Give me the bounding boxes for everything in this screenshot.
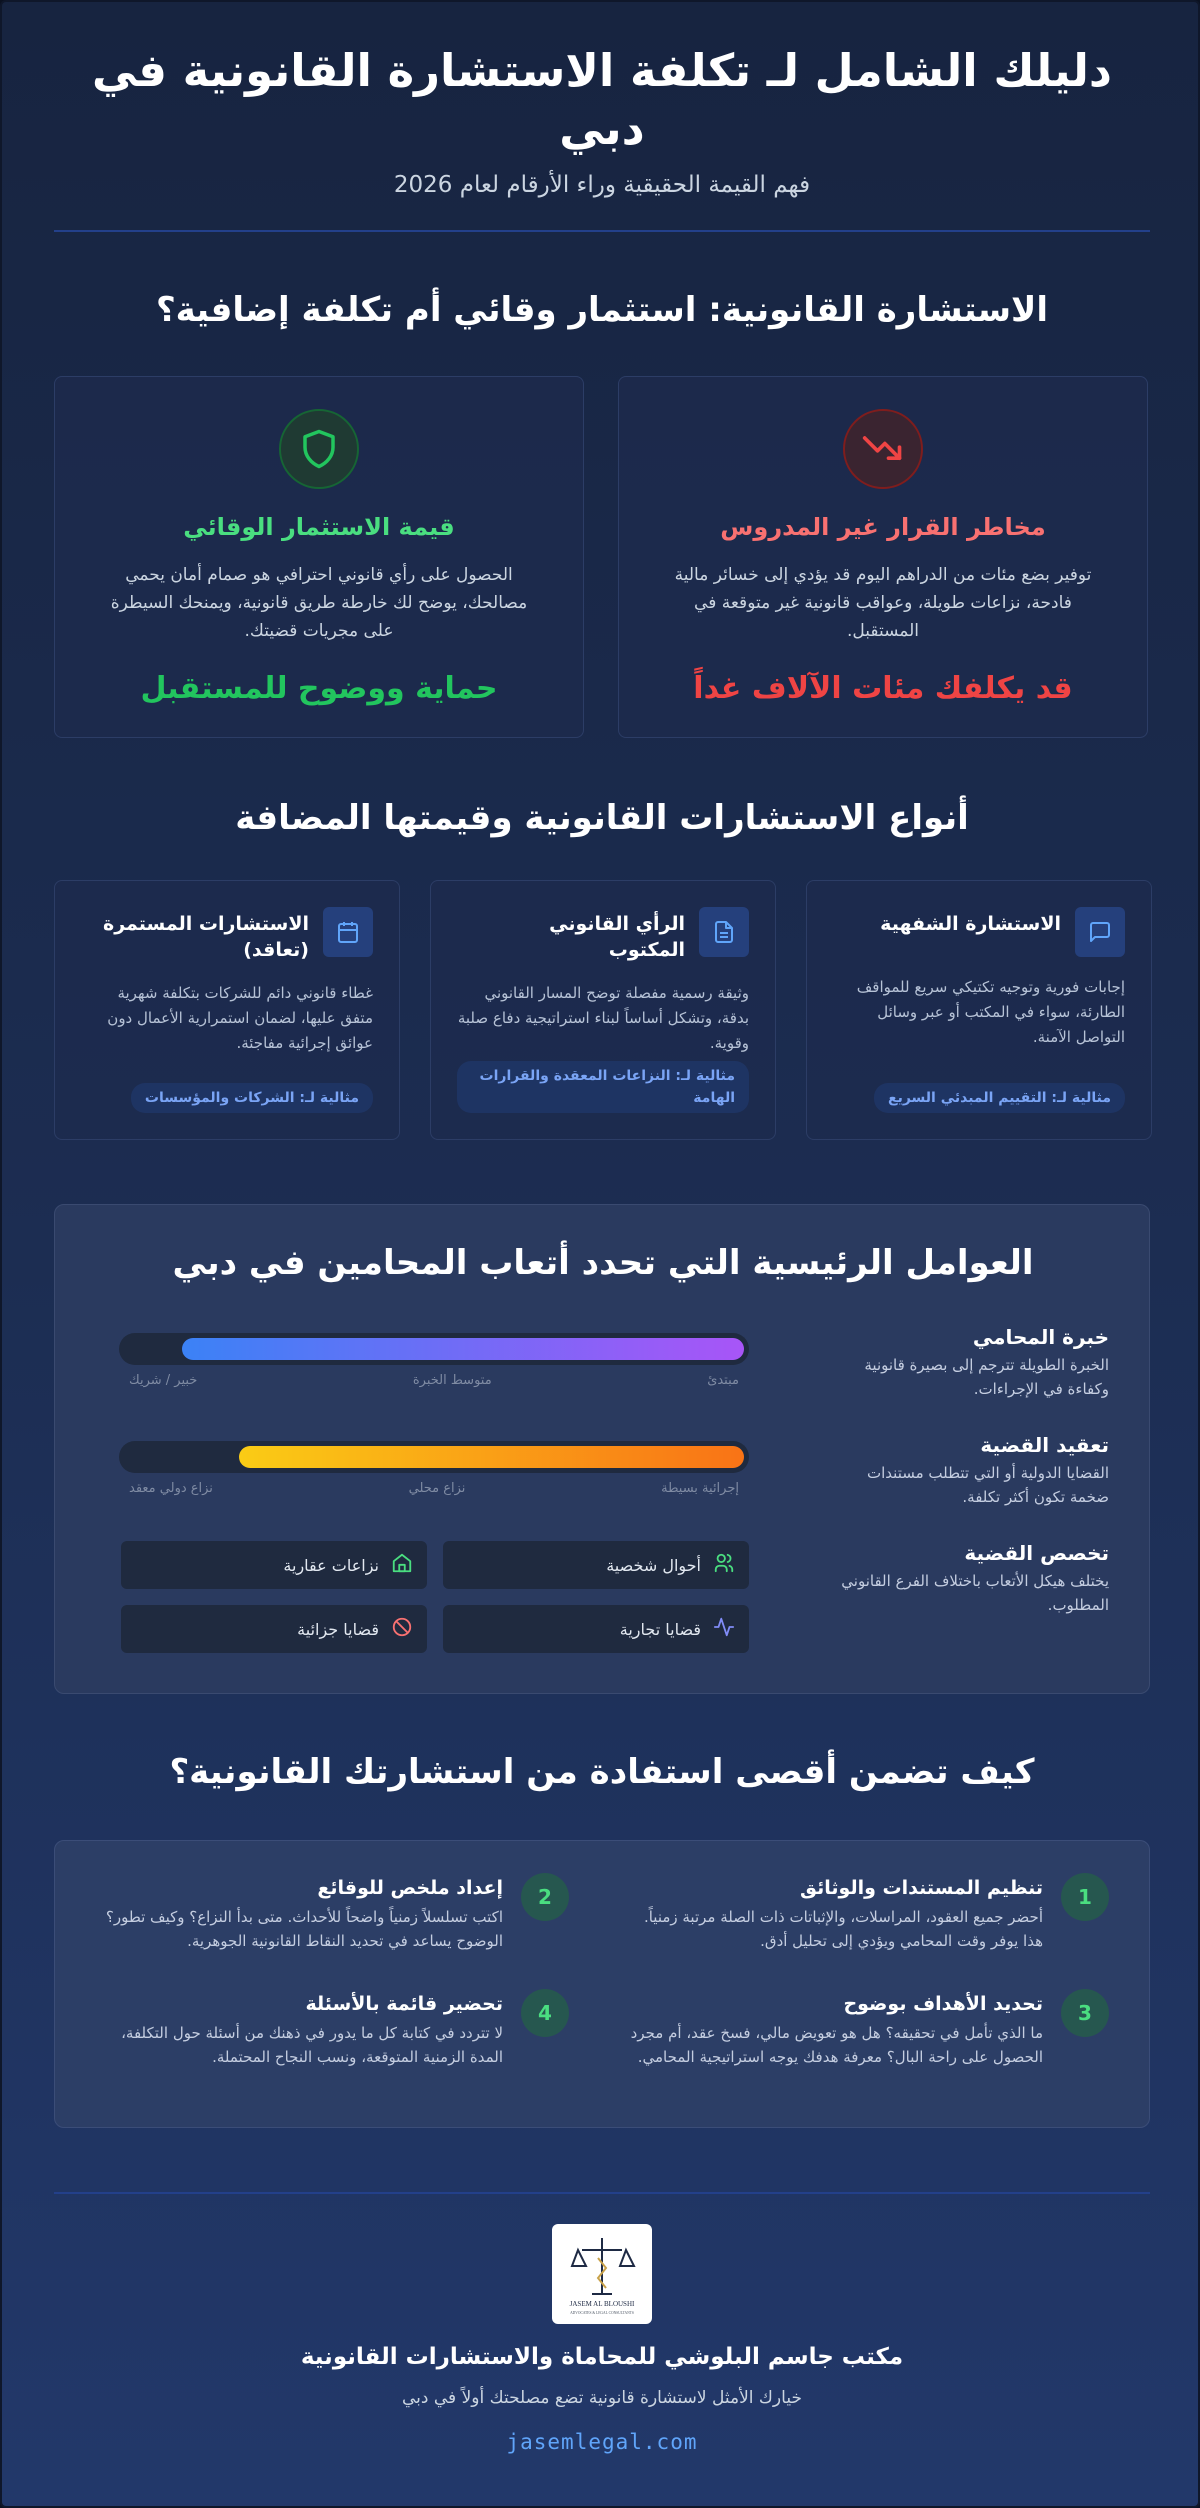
step-4	[89, 1989, 569, 2069]
type-card-title: الرأي القانوني المكتوب	[549, 913, 685, 961]
tick-label: إجرائية بسيطة	[661, 1481, 739, 1496]
type-card-title: الاستشارات المستمرة (تعاقد)	[103, 913, 309, 961]
chip-label: قضايا تجارية	[619, 1619, 701, 1639]
type-card-pill: مثالية لـ: النزاعات المعقدة والقرارات الهامة	[457, 1061, 749, 1113]
type-card-title: الاستشارة الشفهية	[880, 913, 1061, 935]
divider	[54, 2192, 1150, 2194]
firm-name: مكتب جاسم البلوشي للمحاماة والاستشارات القانونية	[300, 2344, 904, 2370]
trending-down-icon	[843, 409, 923, 489]
value-card	[54, 376, 584, 738]
complexity-bar-fill	[239, 1446, 744, 1468]
step-desc: لا تتردد في كتابة كل ما يدور في ذهنك من أسئلة حول التكلفة، المدة الزمنية المتوقعة، ونسب النجاح المحتملة.	[121, 2024, 503, 2066]
step-1	[629, 1873, 1109, 1953]
page-title: دليلك الشامل لـ تكلفة الاستشارة القانونية في دبي	[91, 44, 1113, 155]
complexity-ticks	[129, 1481, 739, 1496]
chip-commercial	[443, 1605, 749, 1653]
type-card-oral	[806, 880, 1152, 1140]
ban-icon	[391, 1616, 413, 1642]
chip-label: نزاعات عقارية	[283, 1555, 379, 1575]
users-icon	[713, 1552, 735, 1578]
step-desc: اكتب تسلسلاً زمنياً واضحاً للأحداث. متى بدأ النزاع؟ وكيف تطور؟ الوضوح يساعد في تحديد النقاط القانونية الجوهرية.	[105, 1908, 503, 1950]
step-title: تنظيم المستندات والوثائق	[800, 1877, 1043, 1899]
section-types-title: أنواع الاستشارات القانونية وقيمتها المضافة	[235, 798, 969, 838]
type-card-retainer	[54, 880, 400, 1140]
type-card-desc: وثيقة رسمية مفصلة توضح المسار القانوني بدقة، وتشكل أساساً لبناء استراتيجية دفاع صلبة وقوية.	[457, 984, 749, 1052]
complexity-bar	[119, 1441, 749, 1473]
step-title: تحضير قائمة بالأسئلة	[305, 1993, 503, 2015]
type-card-desc: غطاء قانوني دائم للشركات بتكلفة شهرية متفق عليها، لضمان استمرارية الأعمال دون عوائق إجرائية مفاجئة.	[107, 984, 373, 1052]
step-title: تحديد الأهداف بوضوح	[843, 1993, 1043, 2015]
type-card-pill: مثالية لـ: الشركات والمؤسسات	[131, 1083, 373, 1113]
firm-website-link[interactable]: jasemlegal.com	[506, 2430, 698, 2454]
document-icon	[699, 907, 749, 957]
page-subtitle: فهم القيمة الحقيقية وراء الأرقام لعام 2026	[393, 172, 811, 198]
step-number: 1	[1061, 1873, 1109, 1921]
svg-text:JASEM AL BLOUSHI: JASEM AL BLOUSHI	[569, 2300, 635, 2308]
factor-title: تعقيد القضية	[980, 1433, 1109, 1457]
chip-label: أحوال شخصية	[606, 1555, 701, 1575]
tips-panel	[54, 1840, 1150, 2128]
section-factors-title: العوامل الرئيسية التي تحدد أتعاب المحامين في دبي	[172, 1243, 1034, 1283]
factor-specialty	[839, 1541, 1109, 1617]
value-desc: الحصول على رأي قانوني احترافي هو صمام أمان يحمي مصالحك، يوضح لك خارطة طريق قانونية، ويمنحك السيطرة على مجريات قضيتك.	[110, 565, 528, 641]
experience-bar	[119, 1333, 749, 1365]
value-title: قيمة الاستثمار الوقائي	[183, 513, 455, 541]
step-number: 3	[1061, 1989, 1109, 2037]
section-tips-title: كيف تضمن أقصى استفادة من استشارتك القانونية؟	[169, 1752, 1035, 1792]
tick-label: نزاع محلي	[408, 1481, 466, 1496]
type-card-desc: إجابات فورية وتوجيه تكتيكي سريع للمواقف الطارئة، سواء في المكتب أو عبر وسائل التواصل الآمنة.	[856, 978, 1125, 1046]
type-card-pill: مثالية لـ: التقييم المبدئي السريع	[874, 1083, 1125, 1113]
risk-title: مخاطر القرار غير المدروس	[720, 513, 1046, 541]
factor-complexity	[839, 1433, 1109, 1509]
header	[52, 42, 1152, 198]
chip-criminal	[121, 1605, 427, 1653]
tick-label: خبير / شريك	[129, 1373, 198, 1388]
tick-label: نزاع دولي معقد	[129, 1481, 213, 1496]
step-3	[629, 1989, 1109, 2069]
factor-desc: يختلف هيكل الأتعاب باختلاف الفرع القانوني المطلوب.	[841, 1572, 1109, 1614]
calendar-icon	[323, 907, 373, 957]
factor-title: تخصص القضية	[964, 1541, 1109, 1565]
firm-tagline: خيارك الأمثل لاستشارة قانونية تضع مصلحتك أولاً في دبي	[402, 2388, 802, 2408]
step-title: إعداد ملخص للوقائع	[317, 1877, 503, 1899]
tick-label: مبتدئ	[707, 1373, 739, 1388]
chat-bubble-icon	[1075, 907, 1125, 957]
fee-factors-panel	[54, 1204, 1150, 1694]
experience-bar-fill	[182, 1338, 744, 1360]
svg-text:ADVOCATES & LEGAL CONSULTANTS: ADVOCATES & LEGAL CONSULTANTS	[570, 2311, 634, 2315]
risk-card	[618, 376, 1148, 738]
chip-personal-status	[443, 1541, 749, 1589]
risk-desc: توفير بضع مئات من الدراهم اليوم قد يؤدي إلى خسائر مالية فادحة، نزاعات طويلة، وعواقب قانونية غير متوقعة في المستقبل.	[674, 565, 1092, 641]
firm-logo	[552, 2224, 652, 2324]
step-desc: أحضر جميع العقود، المراسلات، والإثباتات ذات الصلة مرتبة زمنياً. هذا يوفر وقت المحامي ويؤدي إلى تحليل أدق.	[643, 1908, 1043, 1950]
activity-icon	[713, 1616, 735, 1642]
tick-label: متوسط الخبرة	[412, 1373, 492, 1388]
divider	[54, 230, 1150, 232]
step-desc: ما الذي تأمل في تحقيقه؟ هل هو تعويض مالي، فسخ عقد، أم مجرد الحصول على راحة البال؟ معرفة هدفك يوجه استراتيجية المحامي.	[630, 2024, 1043, 2066]
chip-real-estate	[121, 1541, 427, 1589]
step-2	[89, 1873, 569, 1953]
step-number: 4	[521, 1989, 569, 2037]
factor-experience	[839, 1325, 1109, 1401]
shield-icon	[279, 409, 359, 489]
factor-desc: الخبرة الطويلة تترجم إلى بصيرة قانونية وكفاءة في الإجراءات.	[864, 1356, 1109, 1398]
chip-label: قضايا جزائية	[297, 1619, 379, 1639]
factor-title: خبرة المحامي	[972, 1325, 1109, 1349]
factor-desc: القضايا الدولية أو التي تتطلب مستندات ضخمة تكون أكثر تكلفة.	[867, 1464, 1109, 1506]
value-tag: حماية ووضوح للمستقبل	[140, 671, 498, 706]
home-icon	[391, 1552, 413, 1578]
risk-tag: قد يكلفك مئات الآلاف غداً	[693, 671, 1073, 706]
section-investment-title: الاستشارة القانونية: استثمار وقائي أم تكلفة إضافية؟	[155, 290, 1049, 330]
experience-ticks	[129, 1373, 739, 1388]
type-card-written	[430, 880, 776, 1140]
step-number: 2	[521, 1873, 569, 1921]
